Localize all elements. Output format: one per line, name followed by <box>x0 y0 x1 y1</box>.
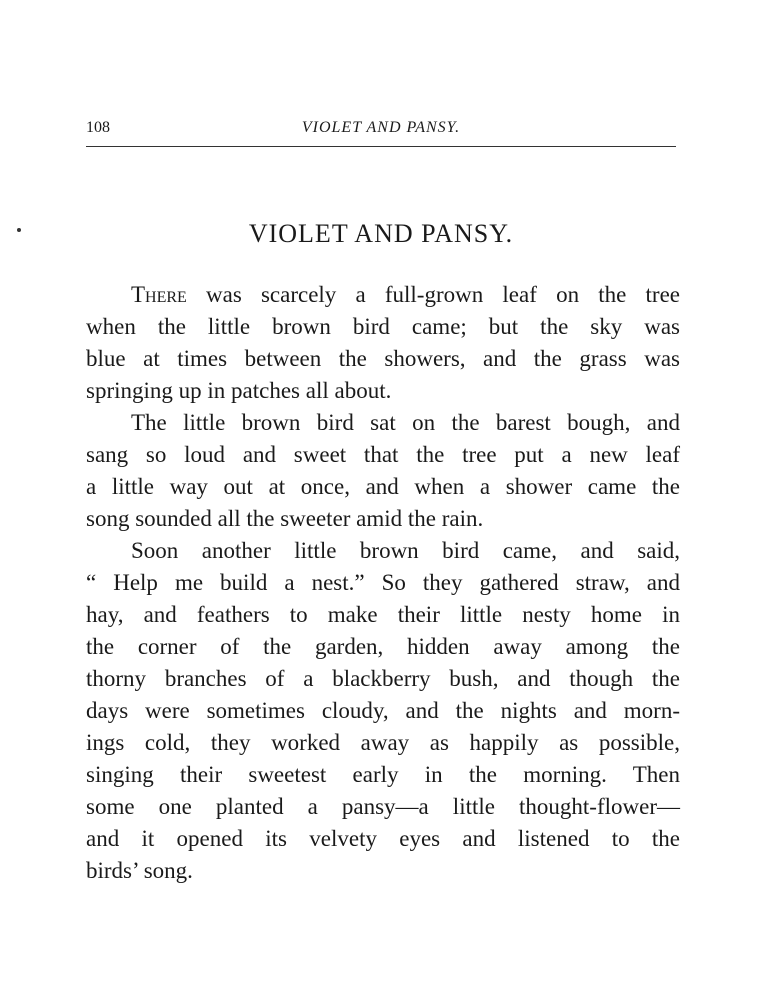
text-line: some one planted a pansy—a little thought-flower— <box>86 794 680 819</box>
text-line: Soon another little brown bird came, and said, <box>131 538 680 563</box>
paragraph-3 <box>86 535 680 887</box>
running-title: VIOLET AND PANSY. <box>301 119 461 136</box>
text-line: springing up in patches all about. <box>86 378 392 403</box>
text-line: birds’ song. <box>86 858 193 883</box>
text-line: singing their sweetest early in the morning. Then <box>86 762 680 787</box>
print-speck <box>17 228 21 232</box>
paragraph-1 <box>86 279 680 407</box>
header-rule <box>86 146 676 147</box>
text-line: ings cold, they worked away as happily as possible, <box>86 730 680 755</box>
text-line: The little brown bird sat on the barest bough, and <box>131 410 680 435</box>
text-line: sang so loud and sweet that the tree put a new leaf <box>86 442 680 467</box>
text-line: blue at times between the showers, and the grass was <box>86 346 680 371</box>
text-line: when the little brown bird came; but the sky was <box>86 314 680 339</box>
text-line: There was scarcely a full-grown leaf on the tree <box>131 282 680 307</box>
page-number: 108 <box>86 119 110 136</box>
text-line: thorny branches of a blackberry bush, and though the <box>86 666 680 691</box>
body-text <box>86 279 680 887</box>
chapter-title: VIOLET AND PANSY. <box>248 219 514 248</box>
running-head <box>86 116 676 140</box>
text-line: days were sometimes cloudy, and the nights and morn- <box>86 698 680 723</box>
text-line: “ Help me build a nest.” So they gathered straw, and <box>86 570 680 595</box>
text-line: hay, and feathers to make their little nesty home in <box>86 602 680 627</box>
lead-word: There <box>131 282 187 307</box>
text-line: song sounded all the sweeter amid the rain. <box>86 506 484 531</box>
text-line: and it opened its velvety eyes and listened to the <box>86 826 680 851</box>
text-line: the corner of the garden, hidden away among the <box>86 634 680 659</box>
text-line: a little way out at once, and when a shower came the <box>86 474 680 499</box>
paragraph-2 <box>86 407 680 535</box>
